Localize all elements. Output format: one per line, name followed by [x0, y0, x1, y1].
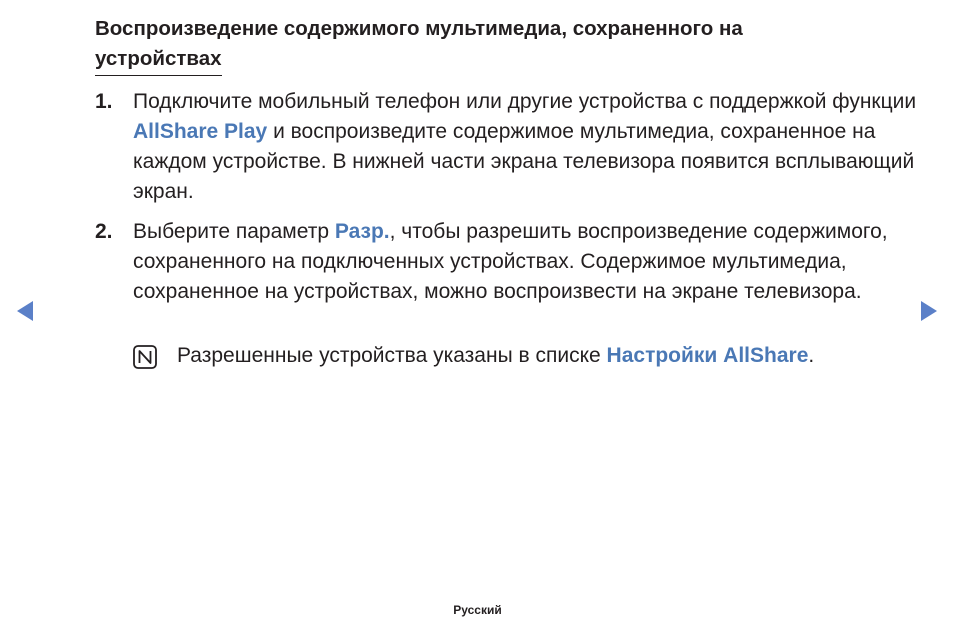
- next-page-button[interactable]: [920, 300, 938, 322]
- step-text-part: Подключите мобильный телефон или другие устройства с поддержкой функции: [133, 90, 917, 113]
- step-text: [133, 217, 923, 307]
- step-highlight: AllShare Play: [133, 120, 268, 143]
- note-text: [177, 341, 814, 371]
- section-heading-line2: устройствах: [95, 45, 222, 76]
- note-text-part: .: [808, 344, 815, 367]
- page-footer-language: Русский: [453, 603, 502, 617]
- section-heading: [95, 14, 855, 76]
- note-icon: [133, 345, 157, 369]
- step-text-part: , чтобы разрешить воспроизведение содержимого, сохраненного на подключенных устройствах. Содержимое мультимедиа, сохраненное на устройствах, можно воспроизвести на экране телевизора.: [133, 220, 888, 303]
- section-heading-line1: Воспроизведение содержимого мультимедиа, сохраненного на: [95, 17, 743, 40]
- triangle-right-icon: [921, 301, 937, 321]
- note-highlight: Настройки AllShare: [606, 344, 809, 367]
- step-highlight: Разр.: [334, 220, 390, 243]
- step-text: [133, 87, 923, 207]
- step-number: 1.: [95, 90, 113, 113]
- previous-page-button[interactable]: [16, 300, 34, 322]
- triangle-left-icon: [17, 301, 33, 321]
- note-text-part: Разрешенные устройства указаны в списке: [177, 344, 607, 367]
- step-number: 2.: [95, 220, 113, 243]
- step-text-part: Выберите параметр: [133, 220, 335, 243]
- step-text-part: и воспроизведите содержимое мультимедиа, сохраненное на каждом устройстве. В нижней части экрана телевизора появится всплывающий экран.: [133, 120, 915, 203]
